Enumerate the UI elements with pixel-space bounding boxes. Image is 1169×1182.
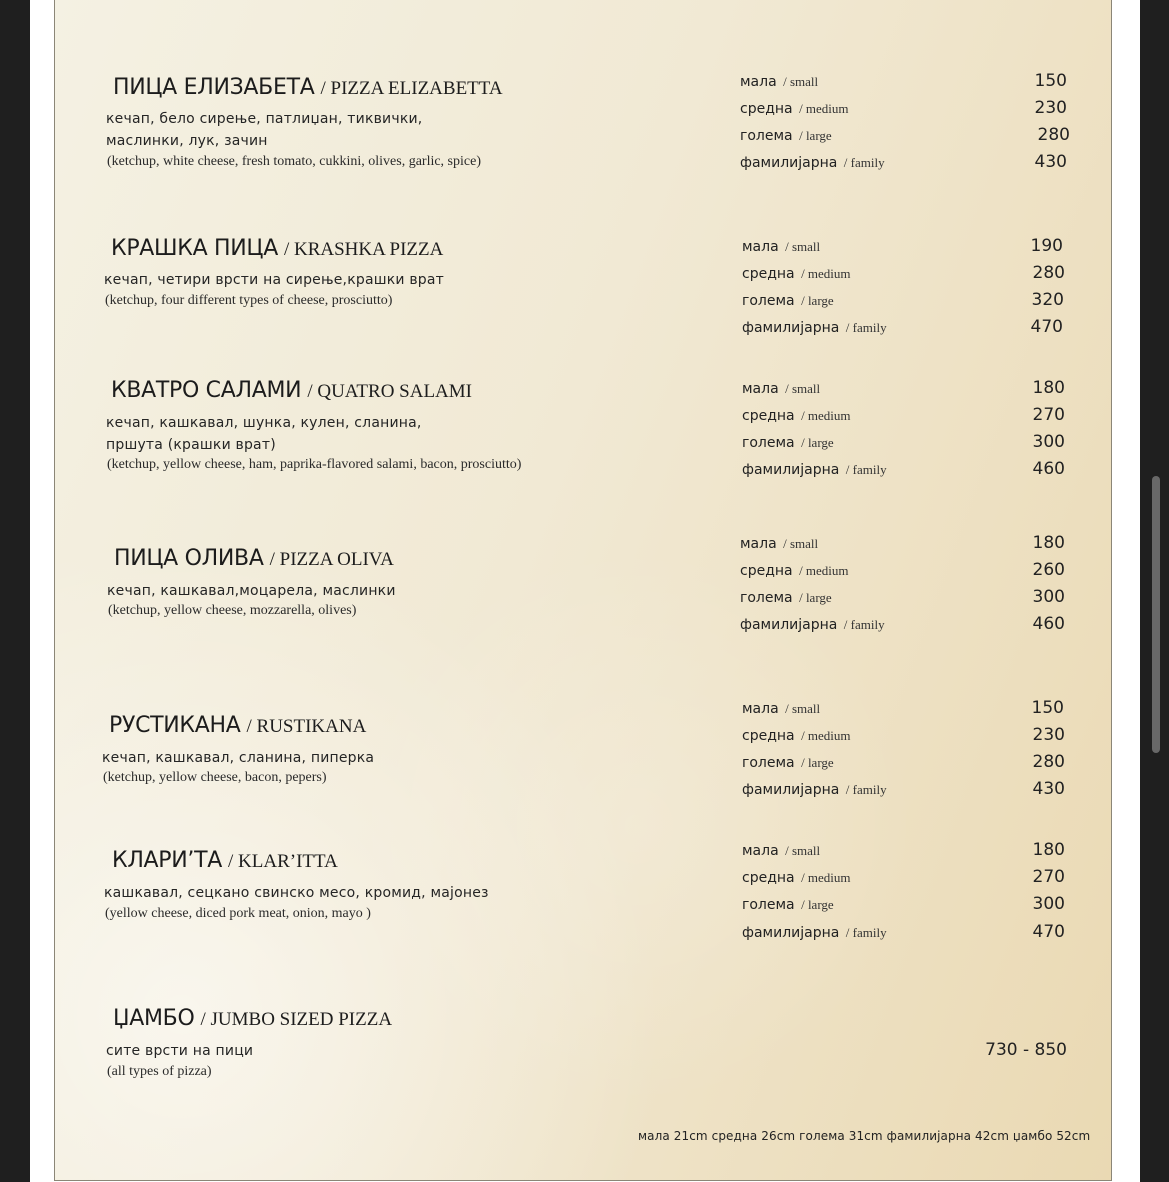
size-medium: средна / medium: [742, 870, 851, 886]
size-medium: средна / medium: [740, 563, 849, 579]
dish-name-en: / KRASHKA PIZZA: [283, 239, 444, 260]
dish-description-mk: кечап, кашкавал, сланина, пиперка: [102, 750, 375, 766]
size-large: голема / large: [742, 293, 834, 309]
dish-name-mk: КЛАРИ’ТА: [112, 848, 223, 873]
size-family: фамилијарна / family: [742, 320, 887, 336]
size-small: мала / small: [742, 701, 821, 717]
dish-title: [109, 715, 366, 737]
size-family: фамилијарна / family: [742, 462, 887, 478]
dish-title: [114, 548, 394, 570]
dish-description-en: (ketchup, yellow cheese, ham, paprika-flavored salami, bacon, prosciutto): [107, 457, 522, 472]
dish-description-en: (ketchup, white cheese, fresh tomato, cukkini, olives, garlic, spice): [107, 154, 481, 169]
size-large: голема / large: [742, 435, 834, 451]
size-family: фамилијарна / family: [740, 155, 885, 171]
dish-name-en: / PIZZA ELIZABETTA: [320, 78, 503, 99]
dish-name-en: / QUATRO SALAMI: [307, 381, 473, 402]
price-small: 150: [1034, 71, 1067, 91]
size-small: мала / small: [740, 74, 819, 90]
price-large: 280: [1032, 752, 1065, 772]
price-medium: 230: [1032, 725, 1065, 745]
size-medium: средна / medium: [742, 728, 851, 744]
size-small: мала / small: [742, 843, 821, 859]
size-family: фамилијарна / family: [742, 925, 887, 941]
price-family: 460: [1032, 459, 1065, 479]
size-medium: средна / medium: [742, 266, 851, 282]
price-small: 180: [1032, 378, 1065, 398]
price-small: 190: [1030, 236, 1063, 256]
size-large: голема / large: [740, 128, 832, 144]
dish-description-en: (all types of pizza): [107, 1064, 212, 1079]
price-large: 280: [1037, 125, 1070, 145]
price-large: 300: [1032, 894, 1065, 914]
dish-name-mk: ЏАМБО: [113, 1006, 195, 1031]
dish-name-mk: КРАШКА ПИЦА: [111, 236, 278, 261]
dish-name-mk: КВАТРО САЛАМИ: [111, 378, 302, 403]
price-medium: 280: [1032, 263, 1065, 283]
price-large: 300: [1032, 587, 1065, 607]
dish-description-mk: сите врсти на пици: [106, 1043, 254, 1059]
size-small: мала / small: [742, 239, 821, 255]
size-small: мала / small: [740, 536, 819, 552]
dish-name-en: / KLAR’ITTA: [228, 851, 338, 872]
price-family: 430: [1034, 152, 1067, 172]
size-medium: средна / medium: [742, 408, 851, 424]
price-family: 470: [1030, 317, 1063, 337]
dish-description-mk: кечап, четири врсти на сирење,крашки врат: [104, 272, 445, 288]
price-small: 180: [1032, 840, 1065, 860]
price-medium: 270: [1032, 405, 1065, 425]
price-medium: 260: [1032, 560, 1065, 580]
price-large: 300: [1032, 432, 1065, 452]
price-range: 730 - 850: [985, 1040, 1067, 1060]
dish-description-mk: кечап, бело сирење, патлиџан, тиквички, маслинки, лук, зачин: [106, 111, 423, 149]
dish-description-en: (yellow cheese, diced pork meat, onion, mayo ): [105, 906, 371, 921]
price-large: 320: [1031, 290, 1064, 310]
dish-description-en: (ketchup, yellow cheese, bacon, pepers): [103, 770, 327, 785]
menu-page: [54, 0, 1112, 1181]
size-large: голема / large: [742, 897, 834, 913]
price-family: 430: [1032, 779, 1065, 799]
dish-name-en: / JUMBO SIZED PIZZA: [200, 1009, 393, 1030]
size-large: голема / large: [742, 755, 834, 771]
vertical-scrollbar[interactable]: [1152, 476, 1160, 753]
dish-name-en: / PIZZA OLIVA: [269, 549, 394, 570]
dish-name-mk: РУСТИКАНА: [109, 713, 241, 738]
size-small: мала / small: [742, 381, 821, 397]
size-medium: средна / medium: [740, 101, 849, 117]
dish-name-mk: ПИЦА ОЛИВА: [114, 546, 264, 571]
dish-description-en: (ketchup, yellow cheese, mozzarella, olives): [108, 603, 357, 618]
price-family: 460: [1032, 614, 1065, 634]
dish-title: [111, 380, 472, 402]
document-viewer: [30, 0, 1140, 1182]
size-large: голема / large: [740, 590, 832, 606]
price-medium: 230: [1034, 98, 1067, 118]
price-medium: 270: [1032, 867, 1065, 887]
dish-title: [113, 1008, 392, 1030]
dish-name-en: / RUSTIKANA: [246, 716, 367, 737]
size-family: фамилијарна / family: [742, 782, 887, 798]
dish-title: [111, 238, 443, 260]
price-small: 180: [1032, 533, 1065, 553]
dish-name-mk: ПИЦА ЕЛИЗАБЕТА: [113, 75, 315, 100]
dish-description-mk: кечап, кашкавал,моцарела, маслинки: [107, 583, 396, 599]
price-family: 470: [1032, 922, 1065, 942]
size-legend: мала 21cm средна 26cm голема 31cm фамилијарна 42cm џамбо 52cm: [638, 1129, 1091, 1143]
dish-description-mk: кечап, кашкавал, шунка, кулен, сланина, пршута (крашки врат): [106, 415, 422, 453]
size-family: фамилијарна / family: [740, 617, 885, 633]
price-small: 150: [1031, 698, 1064, 718]
dish-description-mk: кашкавал, сецкано свинско месо, кромид, мајонез: [104, 885, 489, 901]
dish-title: [112, 850, 338, 872]
dish-description-en: (ketchup, four different types of cheese, prosciutto): [105, 293, 393, 308]
